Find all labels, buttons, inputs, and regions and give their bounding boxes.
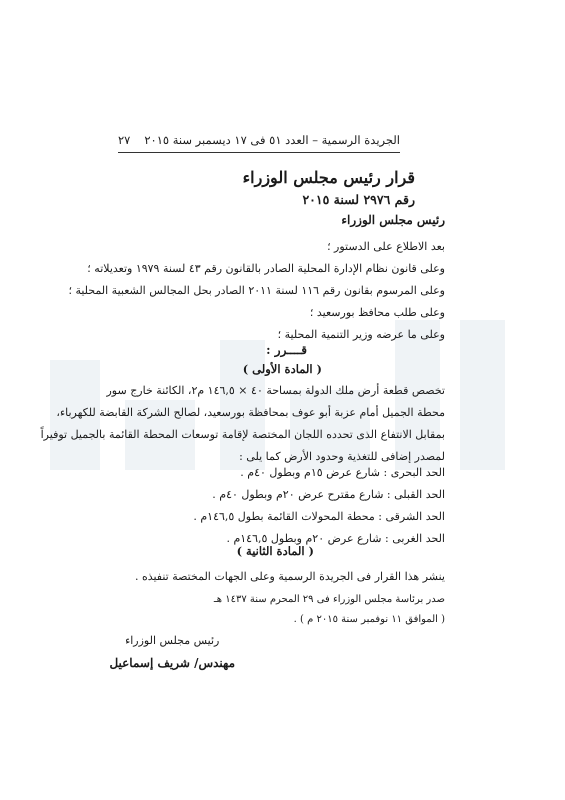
issuance-note: [214, 590, 445, 630]
border-west: الحد الغربى : شارع عرض ٢٠م وبطول ١٤٦,٥م .: [226, 532, 445, 545]
signature-title: رئيس مجلس الوزراء: [125, 634, 220, 647]
page-number: ٢٧: [118, 133, 131, 147]
land-borders: [100, 462, 445, 550]
preamble-line: بعد الاطلاع على الدستور ؛: [327, 240, 445, 253]
article-1-line: تخصص قطعة أرض ملك الدولة بمساحة ٤٠ × ١٤٦,٥ م٢، الكائنة خارج سور: [106, 384, 445, 397]
decided-heading: قــــرر :: [266, 343, 307, 357]
header-divider: [118, 152, 400, 153]
signature-name: مهندس/ شريف إسماعيل: [109, 656, 235, 670]
article-2-line: ينشر هذا القرار فى الجريدة الرسمية وعلى الجهات المختصة تنفيذه .: [134, 570, 445, 583]
border-east: الحد الشرقى : محطة المحولات القائمة بطول ١٤٦,٥م .: [193, 510, 445, 523]
preamble-line: وعلى ما عرضه وزير التنمية المحلية ؛: [277, 328, 445, 341]
preamble-line: وعلى طلب محافظ بورسعيد ؛: [309, 306, 445, 319]
preamble: [68, 236, 445, 346]
publication-line: الجريدة الرسمية – العدد ٥١ فى ١٧ ديسمبر سنة ٢٠١٥: [144, 133, 400, 147]
border-north: الحد البحرى : شارع عرض ١٥م وبطول ٤٠م .: [240, 466, 445, 479]
article-1-heading: ( المادة الأولى ): [242, 362, 322, 376]
decree-title: قرار رئيس مجلس الوزراء: [242, 168, 415, 187]
preamble-line: وعلى قانون نظام الإدارة المحلية الصادر بالقانون رقم ٤٣ لسنة ١٩٧٩ وتعديلاته ؛: [87, 262, 445, 275]
article-1-line: لمصدر إضافى للتغذية وحدود الأرض كما يلى :: [239, 450, 445, 463]
article-1-text: [40, 380, 445, 468]
preamble-line: وعلى المرسوم بقانون رقم ١١٦ لسنة ٢٠١١ الصادر بحل المجالس الشعبية المحلية ؛: [68, 284, 445, 297]
article-1-line: بمقابل الانتفاع الذى تحدده اللجان المختصة لإقامة توسعات المحطة القائمة بالجميل توفيراً: [40, 428, 445, 441]
article-1-line: محطة الجميل أمام عزبة أبو عوف بمحافظة بورسعيد، لصالح الشركة القابضة للكهرباء،: [56, 406, 445, 419]
signature-block: [109, 630, 235, 674]
article-2-text: [100, 566, 445, 588]
addressee: رئيس مجلس الوزراء: [341, 213, 445, 227]
border-south: الحد القبلى : شارع مقترح عرض ٢٠م وبطول ٤٠م .: [212, 488, 445, 501]
decree-number: رقم ٢٩٧٦ لسنة ٢٠١٥: [302, 192, 415, 207]
issued-line: صدر برئاسة مجلس الوزراء فى ٢٩ المحرم سنة ١٤٣٧ هـ: [213, 594, 445, 605]
issued-line: ( الموافق ١١ نوفمبر سنة ٢٠١٥ م ) .: [293, 614, 445, 625]
article-2-heading: ( المادة الثانية ): [236, 544, 314, 558]
page-header: [118, 130, 400, 150]
